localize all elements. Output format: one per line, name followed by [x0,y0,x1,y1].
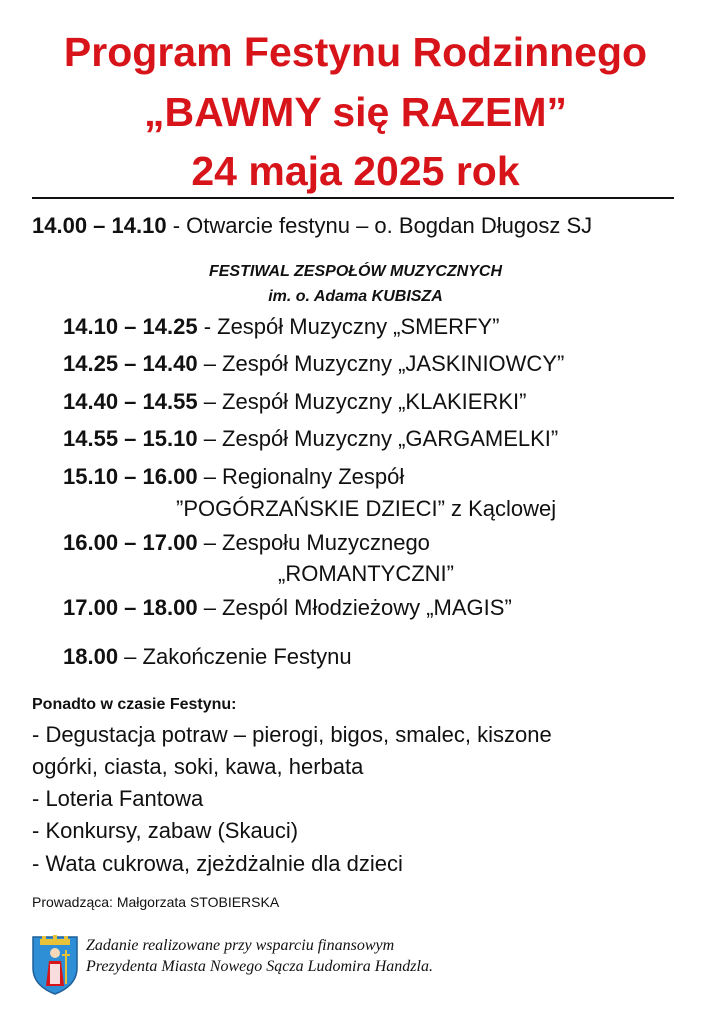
opening-row [32,212,592,240]
schedule-time: 14.40 – 14.55 [63,389,198,414]
schedule-time: 18.00 [63,644,119,669]
opening-time: 14.00 – 14.10 [32,213,167,238]
schedule-text: - Zespół Muzyczny „SMERFY” [197,314,500,339]
festival-subtitle: im. o. Adama KUBISZA [268,288,443,305]
schedule-time: 15.10 – 16.00 [63,464,198,489]
support-line-2: Prezydenta Miasta Nowego Sącza Ludomira Handzla. [86,958,433,975]
schedule-row [63,388,526,416]
schedule-text: – Zespól Młodzieżowy „MAGIS” [197,595,512,620]
schedule-text: – Zespół Muzyczny „JASKINIOWCY” [197,351,565,376]
extras-item: - Wata cukrowa, zjeżdżalnie dla dzieci [32,851,403,876]
support-line-1: Zadanie realizowane przy wsparciu finansowym [86,937,395,954]
host-credit: Prowadząca: Małgorzata STOBIERSKA [32,894,280,910]
title-date: 24 maja 2025 rok [191,148,520,194]
schedule-time: 14.55 – 15.10 [63,426,198,451]
schedule-text: – Regionalny Zespół [197,464,405,489]
schedule-text: – Zakończenie Festynu [118,644,352,669]
extras-item: - Loteria Fantowa [32,786,204,811]
schedule-row [63,313,500,341]
city-crest-icon [30,934,80,996]
title-line-1: Program Festynu Rodzinnego [63,29,648,75]
schedule-time: 14.25 – 14.40 [63,351,198,376]
schedule-row [63,594,512,622]
schedule-time: 16.00 – 17.00 [63,530,198,555]
schedule-row [63,529,430,557]
schedule-text: – Zespołu Muzycznego [197,530,430,555]
extras-item: - Konkursy, zabaw (Skauci) [32,818,299,843]
title-divider [32,197,674,199]
schedule-row-continuation: „ROMANTYCZNI” [278,561,454,586]
schedule-row [63,643,352,671]
schedule-row [63,463,404,491]
schedule-row [63,350,564,378]
festival-title: FESTIWAL ZESPOŁÓW MUZYCZNYCH [208,263,503,280]
extras-heading: Ponadto w czasie Festynu: [32,696,237,713]
schedule-time: 17.00 – 18.00 [63,595,198,620]
extras-item: ogórki, ciasta, soki, kawa, herbata [32,754,364,779]
schedule-time: 14.10 – 14.25 [63,314,198,339]
schedule-row-continuation: ”POGÓRZAŃSKIE DZIECI” z Kąclowej [176,496,557,521]
title-line-2: „BAWMY się RAZEM” [144,89,567,135]
extras-item: - Degustacja potraw – pierogi, bigos, smalec, kiszone [32,722,552,747]
schedule-row [63,425,558,453]
opening-text: - Otwarcie festynu – o. Bogdan Długosz SJ [166,213,593,238]
schedule-text: – Zespół Muzyczny „GARGAMELKI” [197,426,559,451]
schedule-text: – Zespół Muzyczny „KLAKIERKI” [197,389,527,414]
